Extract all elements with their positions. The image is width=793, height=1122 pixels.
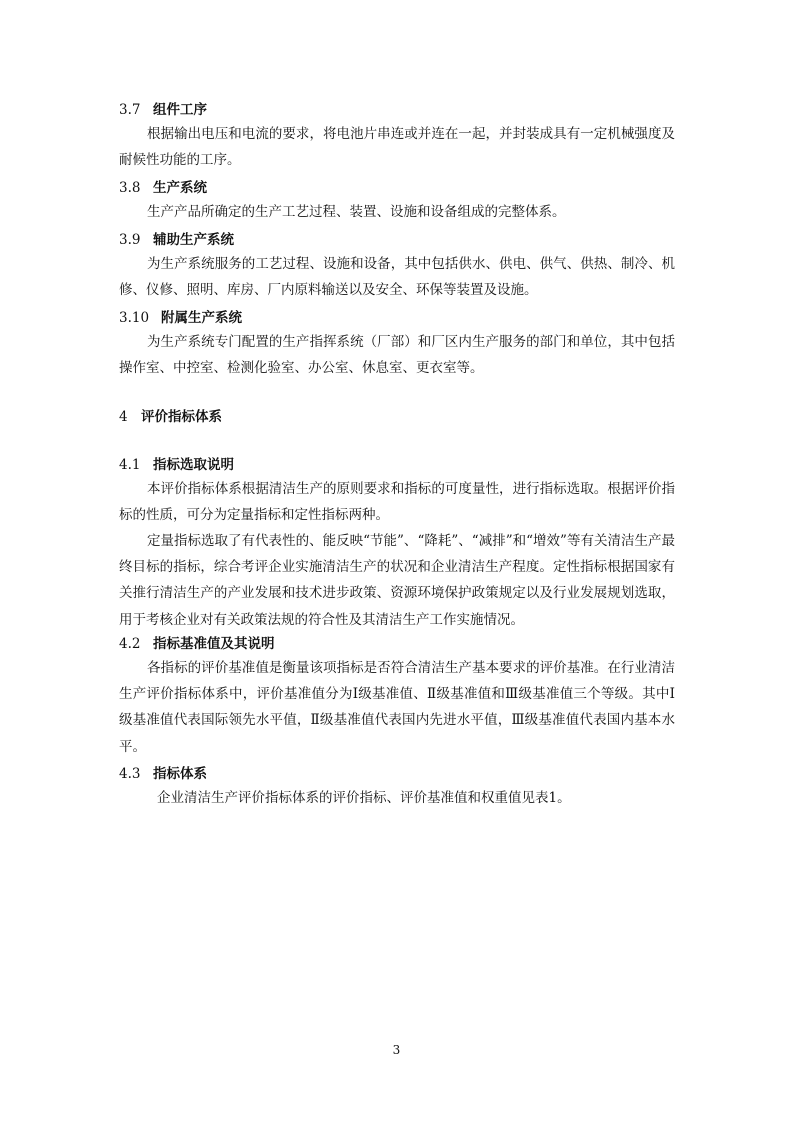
- section-title: 辅助生产系统: [153, 232, 234, 248]
- section-4-2-paragraph: 各指标的评价基准值是衡量该项指标是否符合清洁生产基本要求的评价基准。在行业清洁生产评价指标体系中，评价基准值分为Ⅰ级基准值、Ⅱ级基准值和Ⅲ级基准值三个等级。其中Ⅰ级基准值代表国际领先水平值，Ⅱ级基准值代表国内先进水平值，Ⅲ级基准值代表国内基本水平。: [119, 660, 675, 755]
- section-title: 指标基准值及其说明: [153, 636, 275, 652]
- section-4-1-heading: [119, 455, 234, 475]
- section-3-10-text: 为生产系统专门配置的生产指挥系统（厂部）和厂区内生产服务的部门和单位，其中包括操作室、中控室、检测化验室、办公室、休息室、更衣室等。: [119, 334, 675, 377]
- chapter-4-heading: [119, 407, 222, 427]
- section-title: 组件工序: [153, 102, 207, 118]
- section-number: 3.8: [119, 180, 141, 196]
- section-number: 4.1: [119, 457, 141, 473]
- section-3-9-text: 为生产系统服务的工艺过程、设施和设备，其中包括供水、供电、供气、供热、制冷、机修、仪修、照明、库房、厂内原料输送以及安全、环保等装置及设施。: [119, 256, 675, 299]
- section-3-8-heading: [119, 178, 207, 198]
- section-4-2-heading: [119, 634, 275, 654]
- section-number: 3.7: [119, 102, 141, 118]
- section-4-1-paragraph-1: 本评价指标体系根据清洁生产的原则要求和指标的可度量性，进行指标选取。根据评价指标的性质，可分为定量指标和定性指标两种。: [119, 481, 675, 524]
- section-4-3-paragraph: 企业清洁生产评价指标体系的评价指标、评价基准值和权重值见表1。: [157, 790, 571, 806]
- section-title: 生产系统: [153, 180, 207, 196]
- section-3-7-text: 根据输出电压和电流的要求，将电池片串连或并连在一起，并封装成具有一定机械强度及耐候性功能的工序。: [119, 126, 675, 169]
- section-4-3-heading: [119, 764, 207, 784]
- section-number: 3.10: [119, 310, 150, 326]
- section-4-1-paragraph-2: 定量指标选取了有代表性的、能反映“节能”、“降耗”、“减排”和“增效”等有关清洁生产最终目标的指标，综合考评企业实施清洁生产的状况和企业清洁生产程度。定性指标根据国家有关推行清洁生产的产业发展和技术进步政策、资源环境保护政策规定以及行业发展规划选取，用于考核企业对有关政策法规的符合性及其清洁生产工作实施情况。: [119, 533, 675, 628]
- chapter-title: 评价指标体系: [141, 409, 222, 425]
- section-number: 4.3: [119, 766, 141, 782]
- section-number: 3.9: [119, 232, 141, 248]
- section-title: 指标选取说明: [153, 457, 234, 473]
- chapter-number: 4: [119, 409, 128, 425]
- section-3-10-heading: [119, 308, 242, 328]
- section-title: 指标体系: [153, 766, 207, 782]
- section-number: 4.2: [119, 636, 141, 652]
- page-number: 3: [392, 1043, 401, 1057]
- section-3-8-text: 生产产品所确定的生产工艺过程、装置、设施和设备组成的完整体系。: [147, 204, 566, 220]
- section-title: 附属生产系统: [161, 310, 242, 326]
- section-3-9-heading: [119, 230, 234, 250]
- section-3-7-heading: [119, 100, 207, 120]
